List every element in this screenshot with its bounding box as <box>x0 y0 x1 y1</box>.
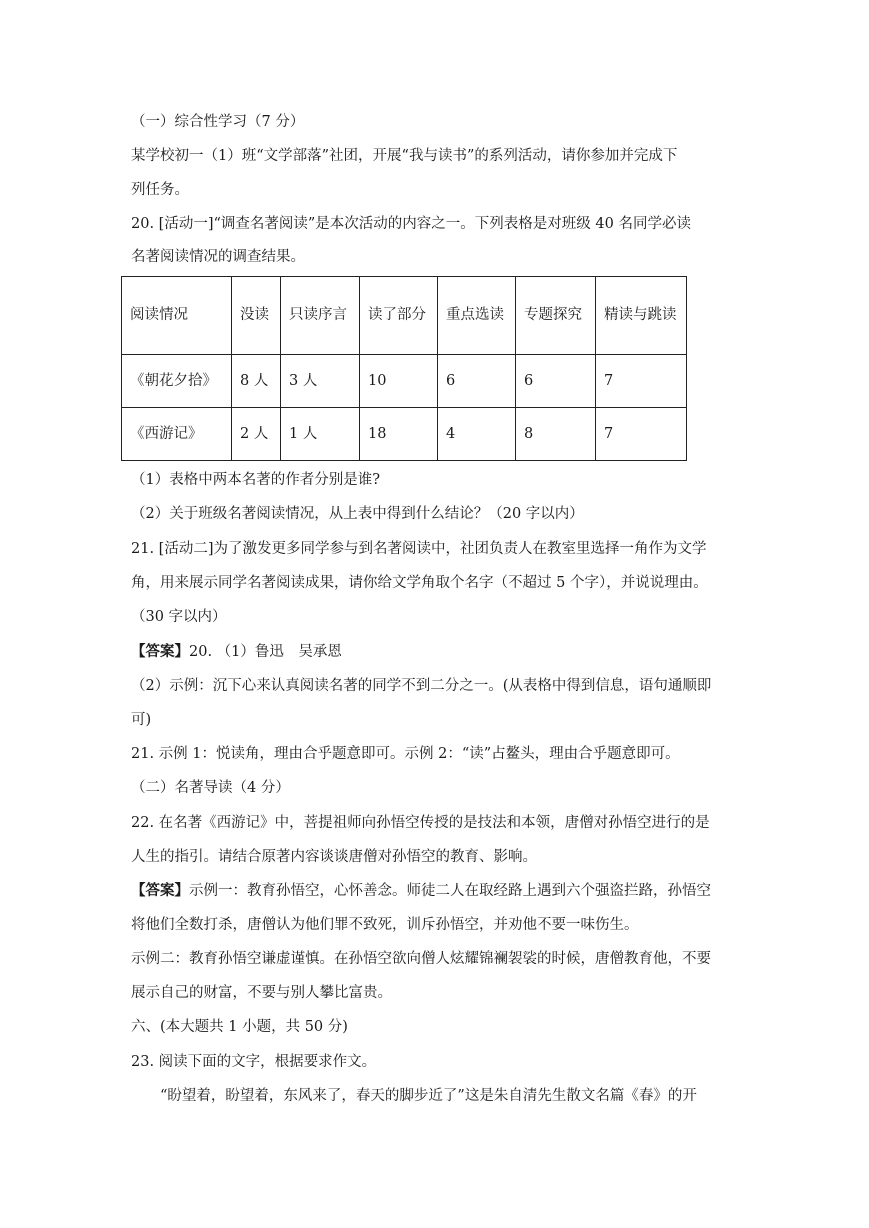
table-cell: 7 <box>596 355 687 408</box>
table-header-cell: 没读 <box>232 277 281 355</box>
table-cell: 18 <box>360 408 438 461</box>
question-23-text: “盼望着，盼望着，东风来了，春天的脚步近了”这是朱自清先生散文名篇《春》的开 <box>160 1088 697 1104</box>
table-header-cell: 阅读情况 <box>122 277 232 355</box>
answer-22 <box>131 881 711 901</box>
section-title: （二）名著导读（4 分） <box>131 780 290 796</box>
question-22: 22. 在名著《西游记》中，菩提祖师向孙悟空传授的是技法和本领，唐僧对孙悟空进行的是 <box>131 815 710 831</box>
table-cell: 6 <box>516 355 596 408</box>
table-cell: 8 人 <box>232 355 281 408</box>
question-20-2: （2）关于班级名著阅读情况，从上表中得到什么结论？（20 字以内） <box>131 506 584 522</box>
answer-20-2: 可) <box>131 712 152 728</box>
table-cell: 1 人 <box>281 408 360 461</box>
question-20-1: （1）表格中两本名著的作者分别是谁? <box>131 472 380 488</box>
answer-22: 展示自己的财富，不要与别人攀比富贵。 <box>131 985 392 1001</box>
table-cell: 2 人 <box>232 408 281 461</box>
table-cell: 《西游记》 <box>122 408 232 461</box>
table-row <box>122 355 687 408</box>
table-header-row <box>122 277 687 355</box>
intro-text: 某学校初一（1）班“文学部落”社团，开展“我与读书”的系列活动，请你参加并完成下 <box>131 148 678 164</box>
answer-text: 示例一：教育孙悟空，心怀善念。师徒二人在取经路上遇到六个强盗拦路，孙悟空 <box>189 883 711 899</box>
table-row <box>122 408 687 461</box>
table-header-cell: 专题探究 <box>516 277 596 355</box>
answer-text: 20. （1）鲁迅 吴承恩 <box>189 644 342 660</box>
answer-22: 将他们全数打杀，唐僧认为他们罪不致死，训斥孙悟空，并劝他不要一味伤生。 <box>131 917 639 933</box>
section-title: （一）综合性学习（7 分） <box>131 114 305 130</box>
table-cell: 8 <box>516 408 596 461</box>
answer-20-1 <box>131 642 342 662</box>
reading-survey-table <box>121 276 687 461</box>
question-20: 20. [活动一]“调查名著阅读”是本次活动的内容之一。下列表格是对班级 40 名同学必读 <box>131 216 691 232</box>
table-header-cell: 读了部分 <box>360 277 438 355</box>
table-cell: 6 <box>438 355 516 408</box>
table-cell: 7 <box>596 408 687 461</box>
table-header-cell: 精读与跳读 <box>596 277 687 355</box>
answer-22: 示例二：教育孙悟空谦虚谨慎。在孙悟空欲向僧人炫耀锦襕袈裟的时候，唐僧教育他，不要 <box>131 951 711 967</box>
question-21: 21. [活动二]为了激发更多同学参与到名著阅读中，社团负责人在教室里选择一角作为文学 <box>131 541 707 557</box>
intro-text: 列任务。 <box>131 182 189 198</box>
table-cell: 4 <box>438 408 516 461</box>
table-header-cell: 重点选读 <box>438 277 516 355</box>
answer-label: 【答案】 <box>131 643 189 660</box>
question-21: （30 字以内） <box>131 609 227 625</box>
question-22: 人生的指引。请结合原著内容谈谈唐僧对孙悟空的教育、影响。 <box>131 849 537 865</box>
table-cell: 《朝花夕拾》 <box>122 355 232 408</box>
answer-label: 【答案】 <box>131 882 189 899</box>
question-20: 名著阅读情况的调查结果。 <box>131 249 305 265</box>
table-cell: 10 <box>360 355 438 408</box>
question-23: 23. 阅读下面的文字，根据要求作文。 <box>131 1054 377 1070</box>
table-header-cell: 只读序言 <box>281 277 360 355</box>
section-title: 六、(本大题共 1 小题，共 50 分) <box>131 1019 348 1035</box>
question-21: 角，用来展示同学名著阅读成果，请你给文学角取个名字（不超过 5 个字），并说说理由。 <box>131 575 708 591</box>
table-cell: 3 人 <box>281 355 360 408</box>
answer-21: 21. 示例 1：悦读角，理由合乎题意即可。示例 2：“读”占鳌头，理由合乎题意即可。 <box>131 746 680 762</box>
answer-20-2: （2）示例：沉下心来认真阅读名著的同学不到二分之一。(从表格中得到信息，语句通顺即 <box>131 678 712 694</box>
